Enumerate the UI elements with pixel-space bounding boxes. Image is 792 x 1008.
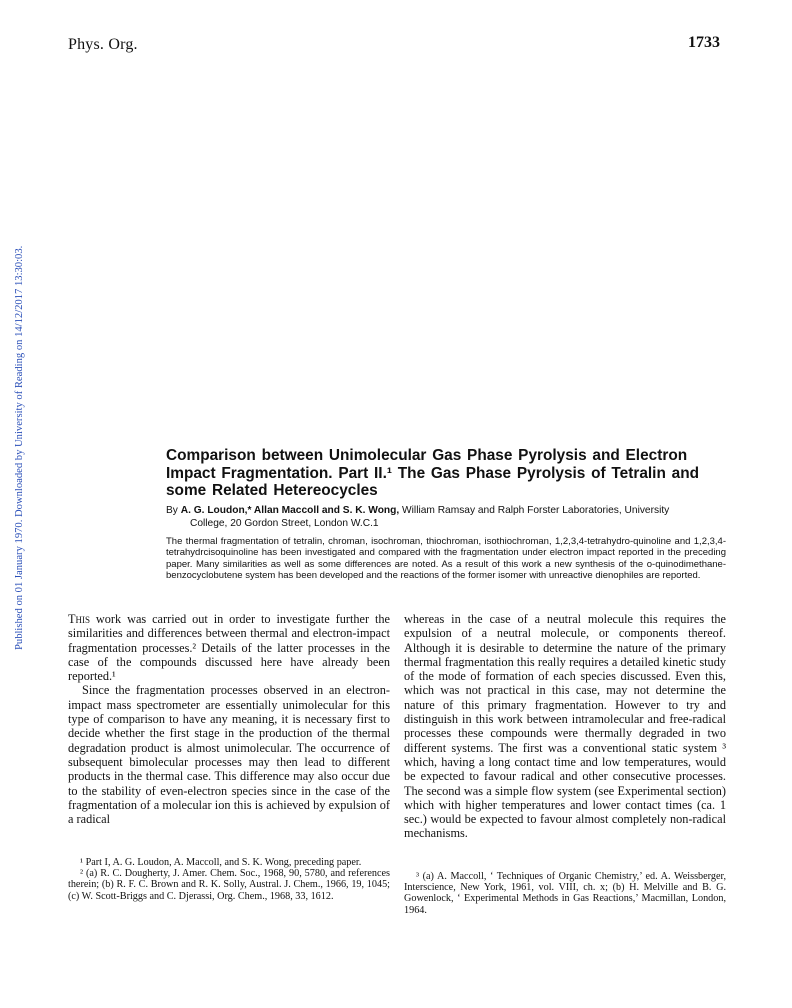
footnote-3: ³ (a) A. Maccoll, ‘ Techniques of Organic Chemistry,’ ed. A. Weissberger, Interscience, New York, 1961, vol. VIII, ch. x; (b) H. Melville and B. G. Gowenlock, ‘ Experimental Methods in Gas Reactions,’ Macmillan, London, 1964. bbox=[404, 871, 726, 916]
footnotes-left bbox=[68, 857, 390, 902]
body-column-left bbox=[68, 612, 390, 826]
paragraph-fragmentation: Since the fragmentation processes observed in an electron-impact mass spectrometer are essentially unimolecular for this type of comparison to have any meaning, it is necessary first to decide whether the first stage in the production of the thermal degradation product is almost unimolecular. The occurrence of subsequent bimolecular processes may then lead to different products in the thermal case. This difference may also occur due to the stability of even-electron species since in the case of the fragmentation of a molecular ion this is achieved by expulsion of a radical bbox=[68, 683, 390, 827]
page-number: 1733 bbox=[688, 34, 720, 51]
journal-name: Phys. Org. bbox=[68, 36, 138, 53]
author-names: A. G. Loudon,* Allan Maccoll and S. K. Wong, bbox=[180, 505, 400, 516]
paragraph-continuation: whereas in the case of a neutral molecule this requires the expulsion of a neutral molecule, or components thereof. Although it is desirable to determine the nature of the primary thermal fragmentation this really requires a detailed kinetic study of the mode of formation of each species discussed. Even this, which was not practical in this case, may not determine the nature of this primary fragmentation. However to try and distinguish in this work between intramolecular and free-radical processes these compounds were thermally degraded in two different systems. The first was a conventional static system ³ which, having a long contact time and low temperatures, would be expected to favour radical and other consecutive processes. The second was a simple flow system (see Experimental section) which with higher temperatures and lower contact times (ca. 1 sec.) would be expected to favour almost completely non-radical mechanisms. bbox=[404, 612, 726, 841]
download-watermark-text: Published on 01 January 1970. Downloaded by University of Reading on 14/12/2017 13:30:03. bbox=[14, 245, 25, 650]
article-title: Comparison between Unimolecular Gas Phase Pyrolysis and Electron Impact Fragmentation. Part II.¹ The Gas Phase Pyrolysis of Tetralin and some Related Hetereocycles bbox=[166, 447, 699, 499]
drop-lead-word: This bbox=[68, 612, 91, 626]
affiliation-line-2: College, 20 Gordon Street, London W.C.1 bbox=[190, 518, 379, 529]
footnote-2: ² (a) R. C. Dougherty, J. Amer. Chem. Soc., 1968, 90, 5780, and references therein; (b) R. F. C. Brown and R. K. Solly, Austral. J. Chem., 1966, 19, 1045; (c) W. Scott-Briggs and C. Djerassi, Org. Chem., 1968, 33, 1612. bbox=[68, 868, 390, 902]
paragraph-intro bbox=[68, 612, 390, 683]
abstract: The thermal fragmentation of tetralin, chroman, isochroman, thiochroman, isothiochroman, 1,2,3,4-tetrahydro-quinoline and 1,2,3,4-tetrahydrcisoquinoline has been investigated and compared with the fragmentation under electron impact reported in the preceding paper. Many similarities as well as some differences are noted. As a result of this work a new synthesis of the o-quinodimethane-benzocyclobutene system has been developed and the reactions of the former isomer with unreactive dienophiles are reported. bbox=[166, 536, 726, 582]
download-watermark bbox=[0, 150, 25, 650]
paragraph-intro-text: work was carried out in order to investigate further the similarities and differences between thermal and electron-impact fragmentation processes.² Details of the latter processes in the case of the compounds discussed here have already been reported.¹ bbox=[68, 612, 390, 684]
byline-prefix: By bbox=[166, 505, 178, 516]
author-line bbox=[166, 504, 726, 530]
footnote-1: ¹ Part I, A. G. Loudon, A. Maccoll, and S. K. Wong, preceding paper. bbox=[80, 857, 362, 868]
affiliation-line-1: William Ramsay and Ralph Forster Laboratories, University bbox=[402, 505, 670, 516]
body-column-right bbox=[404, 612, 726, 841]
footnotes-right bbox=[404, 871, 726, 916]
